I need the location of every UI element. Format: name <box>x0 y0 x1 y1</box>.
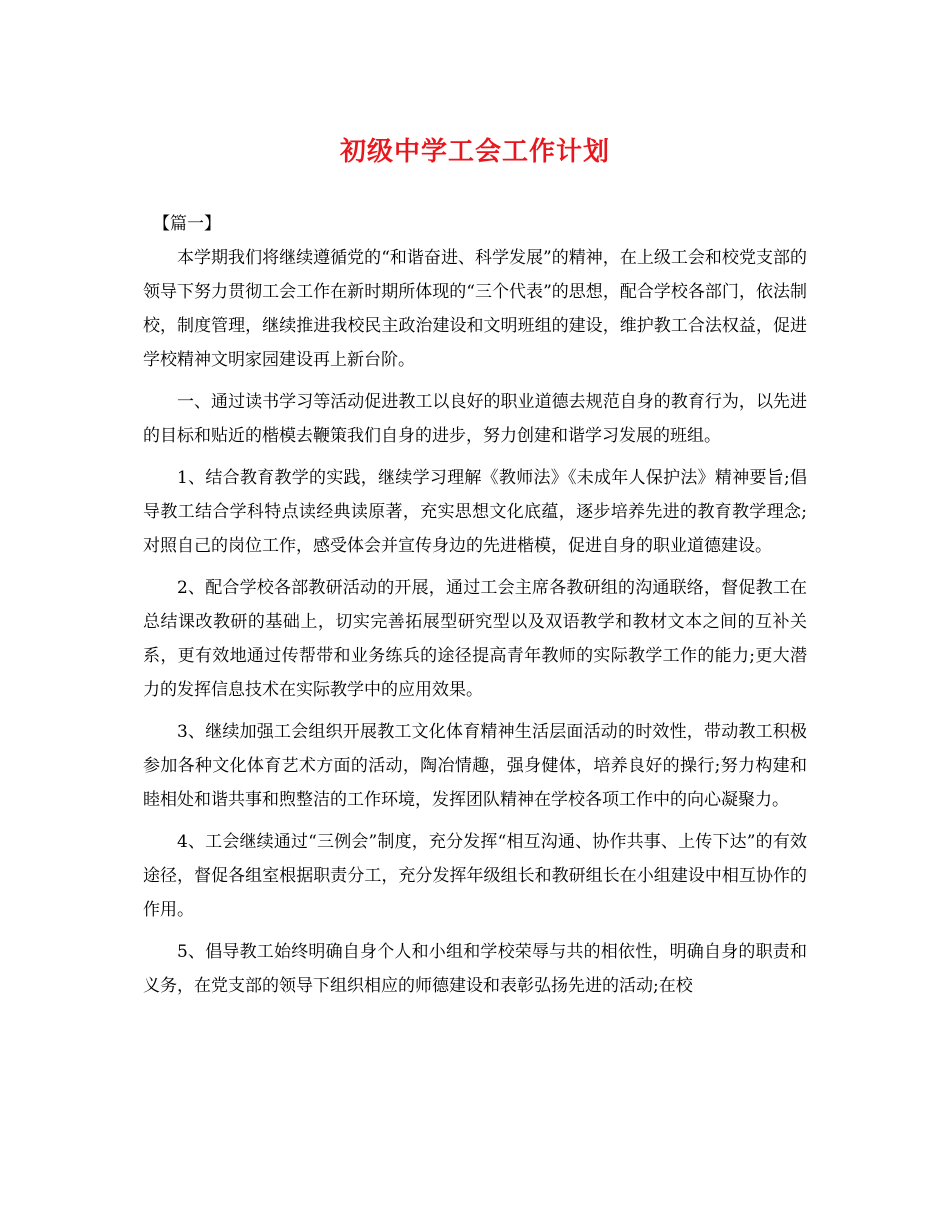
paragraph-intro: 本学期我们将继续遵循党的“和谐奋进、科学发展”的精神，在上级工会和校党支部的领导下努力贯彻工会工作在新时期所体现的“三个代表”的思想，配合学校各部门，依法制校，制度管理，继续推进我校民主政治建设和文明班组的建设，维护教工合法权益，促进学校精神文明家园建设再上新台阶。 <box>143 248 807 370</box>
paragraph-item-3: 3、继续加强工会组织开展教工文化体育精神生活层面活动的时效性，带动教工积极参加各种文化体育艺术方面的活动，陶冶情趣，强身健体，培养良好的操行;努力构建和睦相处和谐共事和煦整洁的工作环境，发挥团队精神在学校各项工作中的向心凝聚力。 <box>143 722 807 810</box>
document-body <box>143 207 807 1003</box>
paragraph-item-4: 4、工会继续通过“三例会”制度，充分发挥“相互沟通、协作共事、上传下达”的有效途径，督促各组室根据职责分工，充分发挥年级组长和教研组长在小组建设中相互协作的作用。 <box>143 832 807 920</box>
paragraph-item-2: 2、配合学校各部教研活动的开展，通过工会主席各教研组的沟通联络，督促教工在总结课改教研的基础上，切实完善拓展型研究型以及双语教学和教材文本之间的互补关系，更有效地通过传帮带和业务练兵的途径提高青年教师的实际教学工作的能力;更大潜力的发挥信息技术在实际教学中的应用效果。 <box>143 578 807 700</box>
page-title: 初级中学工会工作计划 <box>339 137 610 167</box>
paragraph-item-1: 1、结合教育教学的实践，继续学习理解《教师法》《未成年人保护法》精神要旨;倡导教工结合学科特点读经典读原著，充实思想文化底蕴，逐步培养先进的教育教学理念;对照自己的岗位工作，感受体会并宣传身边的先进楷模，促进自身的职业道德建设。 <box>143 468 807 556</box>
paragraph-item-one: 一、通过读书学习等活动促进教工以良好的职业道德去规范自身的教育行为，以先进的目标和贴近的楷模去鞭策我们自身的进步，努力创建和谐学习发展的班组。 <box>143 392 807 446</box>
section-label: 【篇一】 <box>153 214 221 234</box>
paragraph-item-5: 5、倡导教工始终明确自身个人和小组和学校荣辱与共的相依性，明确自身的职责和义务，在党支部的领导下组织相应的师德建设和表彰弘扬先进的活动;在校 <box>143 942 807 996</box>
